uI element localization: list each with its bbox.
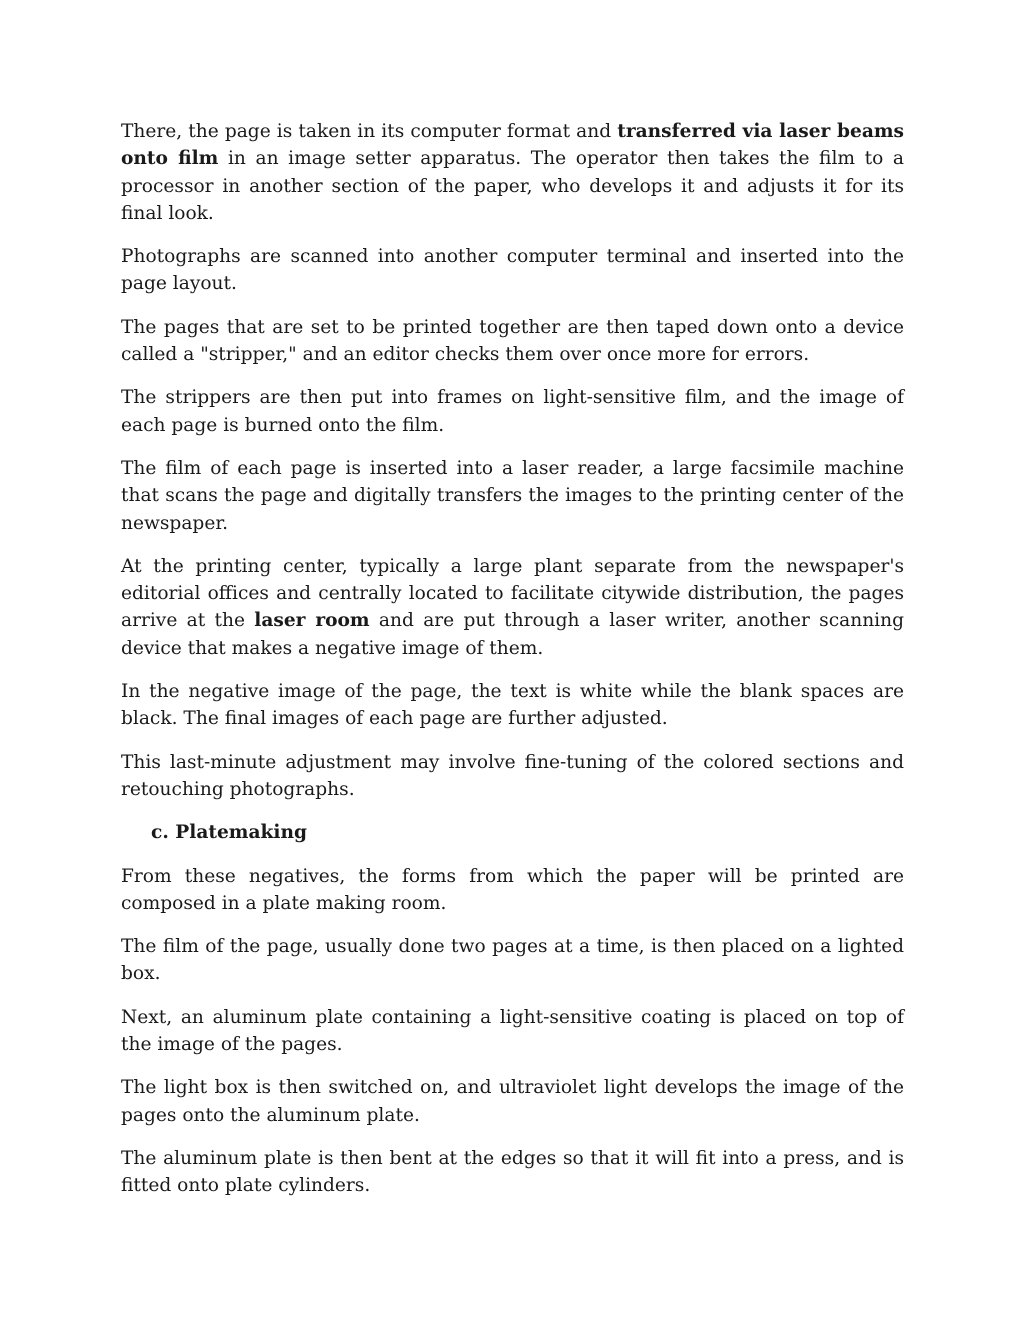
text-span: The light box is then switched on, and ultraviolet light develops the image of the pages onto the aluminum plate. [121, 1077, 904, 1126]
body-text-part1 [121, 118, 904, 803]
paragraph [121, 933, 904, 988]
text-span: in an image setter apparatus. The operator then takes the film to a processor in another section of the paper, who develops it and adjusts it for its final look. [121, 148, 905, 224]
text-span: Next, an aluminum plate containing a light-sensitive coating is placed on top of the image of the pages. [121, 1006, 904, 1056]
text-span: The film of the page, usually done two pages at a time, is then placed on a lighted box. [121, 936, 904, 985]
paragraph [121, 1004, 904, 1059]
text-span: The aluminum plate is then bent at the edges so that it will fit into a press, and is fitted onto plate cylinders. [121, 1147, 904, 1197]
text-span: From these negatives, the forms from which the paper will be printed are composed in a plate making room. [121, 865, 904, 914]
paragraph [121, 749, 904, 804]
text-span: At the printing center, typically a large plant separate from the newspaper's editorial offices and centrally located to facilitate citywide distribution, the pages arrive at the [121, 555, 904, 632]
section-heading: c. Platemaking [151, 822, 307, 844]
text-span: The pages that are set to be printed together are then taped down onto a device called a "stripper," and an editor checks them over once more for errors. [121, 316, 904, 366]
document-page [121, 118, 904, 1216]
paragraph [121, 118, 904, 227]
bold-text: laser room [254, 610, 370, 632]
text-span: and are put through a laser writer, another scanning device that makes a negative image of them. [121, 610, 904, 659]
paragraph [121, 553, 904, 662]
bold-text: transferred via laser beams onto film [121, 121, 905, 170]
paragraph [121, 1145, 904, 1200]
body-text-part2 [121, 863, 904, 1200]
text-span: In the negative image of the page, the text is white while the blank spaces are black. The final images of each page are further adjusted. [121, 681, 904, 730]
paragraph [121, 384, 904, 439]
paragraph [121, 455, 904, 537]
text-span: The film of each page is inserted into a laser reader, a large facsimile machine that scans the page and digitally transfers the images to the printing center of the newspaper. [121, 457, 904, 534]
paragraph [121, 863, 904, 918]
text-span: The strippers are then put into frames on light-sensitive film, and the image of each page is burned onto the film. [121, 387, 904, 436]
text-span: This last-minute adjustment may involve fine-tuning of the colored sections and retouching photographs. [121, 751, 904, 800]
paragraph [121, 243, 904, 298]
text-span: There, the page is taken in its computer format and [121, 121, 618, 142]
paragraph [121, 1074, 904, 1129]
paragraph [121, 314, 904, 369]
text-span: Photographs are scanned into another computer terminal and inserted into the page layout. [121, 246, 904, 295]
paragraph [121, 678, 904, 733]
